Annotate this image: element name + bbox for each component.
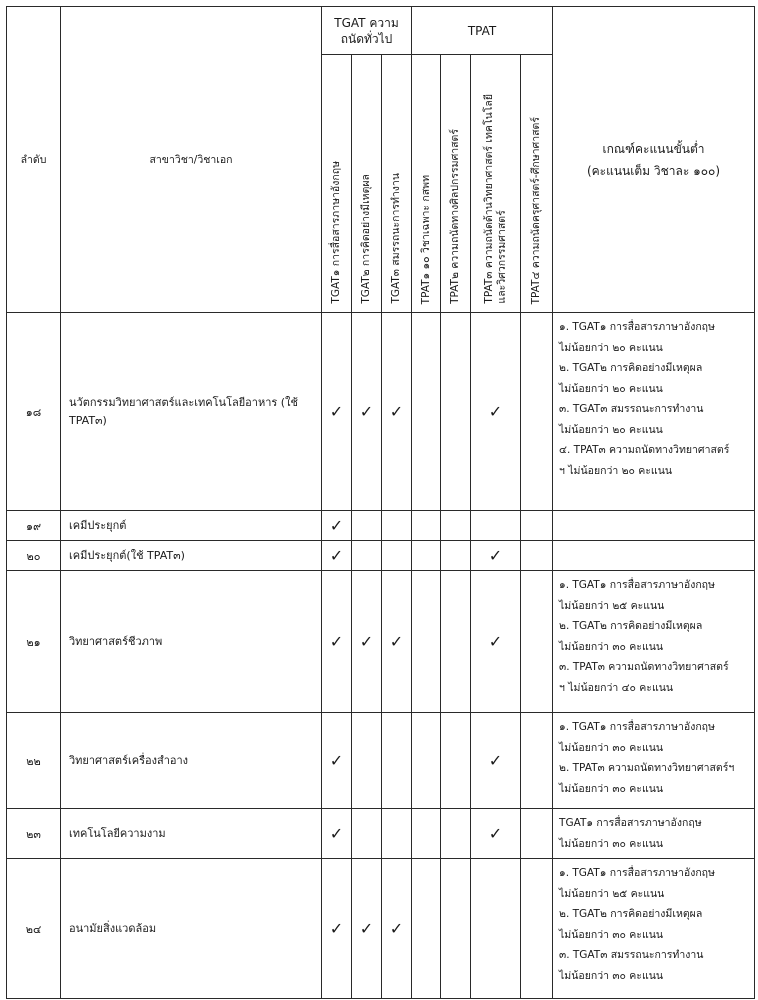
order-cell: ๒๒ [7,713,61,809]
criteria-line: ฯ ไม่น้อยกว่า ๔๐ คะแนน [559,681,674,694]
criteria-line: ไม่น้อยกว่า ๒๕ คะแนน [559,887,665,900]
table-row [7,511,755,541]
subject-check-cell [441,571,471,713]
order-cell: ๑๙ [7,511,61,541]
subject-check-cell [352,511,382,541]
subject-check-cell [352,541,382,571]
subject-check-cell [471,859,521,999]
order-header-label: ลำดับ [20,154,47,166]
order-cell: ๒๓ [7,809,61,859]
subject-header-label: TPAT๓ ความถนัดด้านวิทยาศาสตร์ เทคโนโลยี และวิศวกรรมศาสตร์ [482,94,508,304]
criteria-line: ไม่น้อยกว่า ๓๐ คะแนน [559,782,664,795]
subject-header-label: TGAT๑ การสื่อสารภาษาอังกฤษ [330,161,342,304]
criteria-line: ไม่น้อยกว่า ๒๐ คะแนน [559,382,663,395]
subject-check-cell [382,541,412,571]
criteria-line: ไม่น้อยกว่า ๒๐ คะแนน [559,423,663,436]
subject-check-cell [382,809,412,859]
table-row [7,541,755,571]
program-cell: เคมีประยุกต์(ใช้ TPAT๓) [61,541,322,571]
subject-check-cell [441,511,471,541]
criteria-line: TGAT๑ การสื่อสารภาษาอังกฤษ [559,817,702,829]
table-row [7,313,755,511]
order-header [7,7,61,313]
subject-check-cell [382,313,412,511]
subject-check-cell [412,511,441,541]
criteria-line: ๑. TGAT๑ การสื่อสารภาษาอังกฤษ [559,867,715,879]
subject-check-cell [412,313,441,511]
tpat-group-label: TPAT [467,23,497,38]
subject-header-label: TGAT๒ การคิดอย่างมีเหตุผล [360,174,372,304]
subject-check-cell [471,571,521,713]
program-cell: วิทยาศาสตร์ชีวภาพ [61,571,322,713]
subject-check-cell [382,511,412,541]
subject-check-cell [352,313,382,511]
order-cell: ๒๐ [7,541,61,571]
subject-check-cell [521,541,553,571]
table-body [7,313,755,999]
criteria-cell [553,313,755,511]
check-mark-icon: ✓ [488,632,503,651]
subject-check-cell [382,571,412,713]
criteria-cell [553,809,755,859]
table-row [7,859,755,999]
check-mark-icon: ✓ [329,919,344,938]
check-mark-icon: ✓ [329,546,344,565]
check-mark-icon: ✓ [329,632,344,651]
criteria-line: ไม่น้อยกว่า ๓๐ คะแนน [559,640,664,653]
subject-check-cell [322,571,352,713]
subject-check-cell [412,713,441,809]
subject-check-cell [322,809,352,859]
table-row [7,713,755,809]
subject-check-cell [471,541,521,571]
criteria-cell [553,541,755,571]
program-cell: เทคโนโลยีความงาม [61,809,322,859]
criteria-line: ๓. TGAT๓ สมรรถนะการทำงาน [559,949,704,961]
subject-check-cell [521,511,553,541]
order-cell: ๑๘ [7,313,61,511]
program-cell: อนามัยสิ่งแวดล้อม [61,859,322,999]
subject-check-cell [471,313,521,511]
criteria-line: ๒. TGAT๒ การคิดอย่างมีเหตุผล [559,362,703,374]
criteria-cell [553,571,755,713]
subject-check-cell [412,541,441,571]
subject-check-cell [521,571,553,713]
subject-check-cell [322,541,352,571]
check-mark-icon: ✓ [329,516,344,535]
criteria-line: ไม่น้อยกว่า ๒๕ คะแนน [559,599,665,612]
program-header-label: สาขาวิชา/วิชาเอก [149,154,233,166]
check-mark-icon: ✓ [329,402,344,421]
check-mark-icon: ✓ [488,751,503,770]
subject-check-cell [352,809,382,859]
criteria-line: ๒. TGAT๒ การคิดอย่างมีเหตุผล [559,620,703,632]
subject-check-cell [322,313,352,511]
subject-check-cell [441,313,471,511]
check-mark-icon: ✓ [359,919,374,938]
subject-check-cell [521,859,553,999]
subject-header-label: TPAT๒ ความถนัดทางศิลปกรรมศาสตร์ [449,129,461,304]
subject-header-7 [521,55,553,313]
check-mark-icon: ✓ [488,402,503,421]
table-row [7,809,755,859]
program-cell: เคมีประยุกต์ [61,511,322,541]
order-cell: ๒๔ [7,859,61,999]
subject-check-cell [322,713,352,809]
criteria-cell [553,859,755,999]
criteria-line: ไม่น้อยกว่า ๒๐ คะแนน [559,341,663,354]
criteria-line: ไม่น้อยกว่า ๓๐ คะแนน [559,837,664,850]
subject-check-cell [352,859,382,999]
subject-check-cell [322,511,352,541]
subject-check-cell [352,571,382,713]
check-mark-icon: ✓ [389,919,404,938]
tgat-group-header [322,7,412,55]
subject-check-cell [521,713,553,809]
criteria-line: ฯ ไม่น้อยกว่า ๒๐ คะแนน [559,464,673,477]
subject-check-cell [441,809,471,859]
check-mark-icon: ✓ [329,751,344,770]
program-cell: นวัตกรรมวิทยาศาสตร์และเทคโนโลยีอาหาร (ใช้ TPAT๓) [61,313,322,511]
criteria-cell [553,511,755,541]
criteria-line: ๑. TGAT๑ การสื่อสารภาษาอังกฤษ [559,721,715,733]
subject-check-cell [412,809,441,859]
check-mark-icon: ✓ [488,824,503,843]
criteria-header-line1: เกณฑ์คะแนนขั้นต่ำ [602,141,705,156]
check-mark-icon: ✓ [329,824,344,843]
subject-check-cell [322,859,352,999]
criteria-line: ๒. TGAT๒ การคิดอย่างมีเหตุผล [559,908,703,920]
subject-check-cell [471,511,521,541]
subject-check-cell [471,809,521,859]
criteria-line: ๓. TPAT๓ ความถนัดทางวิทยาศาสตร์ [559,661,729,673]
subject-check-cell [471,713,521,809]
criteria-line: ไม่น้อยกว่า ๓๐ คะแนน [559,741,664,754]
subject-check-cell [441,713,471,809]
criteria-line: ๒. TPAT๓ ความถนัดทางวิทยาศาสตร์ฯ [559,762,735,774]
criteria-header-line2: (คะแนนเต็ม วิชาละ ๑๐๐) [586,163,721,178]
subject-check-cell [412,571,441,713]
admission-criteria-table [6,6,755,999]
subject-check-cell [521,313,553,511]
subject-check-cell [441,859,471,999]
subject-check-cell [382,713,412,809]
check-mark-icon: ✓ [389,402,404,421]
criteria-cell [553,713,755,809]
program-cell: วิทยาศาสตร์เครื่องสำอาง [61,713,322,809]
check-mark-icon: ✓ [359,632,374,651]
criteria-line: ๔. TPAT๓ ความถนัดทางวิทยาศาสตร์ [559,444,730,456]
subject-header-label: TPAT๑ ๑๐ วิชาเฉพาะ กสพท [419,174,432,304]
tgat-group-label: TGAT ความถนัดทั่วไป [334,15,399,46]
check-mark-icon: ✓ [359,402,374,421]
subject-header-label: TPAT๔ ความถนัดครุศาสตร์-ศึกษาศาสตร์ [530,116,543,304]
table-header [7,7,755,313]
check-mark-icon: ✓ [488,546,503,565]
criteria-line: ไม่น้อยกว่า ๓๐ คะแนน [559,969,664,982]
criteria-line: ๓. TGAT๓ สมรรถนะการทำงาน [559,403,704,415]
criteria-line: ๑. TGAT๑ การสื่อสารภาษาอังกฤษ [559,321,715,333]
order-cell: ๒๑ [7,571,61,713]
tpat-group-header [412,7,553,55]
subject-check-cell [382,859,412,999]
subject-check-cell [352,713,382,809]
check-mark-icon: ✓ [389,632,404,651]
criteria-line: ๑. TGAT๑ การสื่อสารภาษาอังกฤษ [559,579,715,591]
criteria-line: ไม่น้อยกว่า ๓๐ คะแนน [559,928,664,941]
subject-check-cell [412,859,441,999]
subject-header-label: TGAT๓ สมรรถนะการทำงาน [390,173,402,304]
subject-check-cell [441,541,471,571]
table-row [7,571,755,713]
subject-check-cell [521,809,553,859]
